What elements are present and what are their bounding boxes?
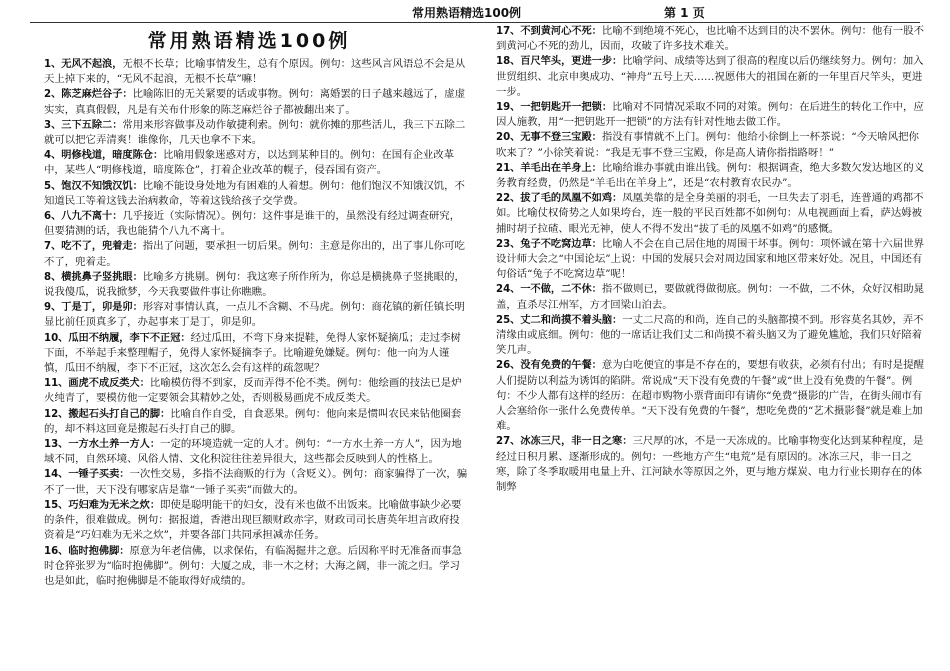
idiom-entry	[486, 313, 926, 359]
idiom-explanation: 常用来形容做事及动作敏捷利索。例句：就你摊的那些活儿，我三下五除二就可以把它弄清爽！谁像你，几天也拿不下来。	[44, 118, 466, 147]
idiom-explanation: 几乎接近（实际情况）。例句：这件事是谁干的，虽然没有经过调查研究，但要猜测的话，我也能猜个八九不离十。	[44, 210, 461, 238]
idiom-entry	[486, 54, 926, 100]
idiom-entry	[30, 209, 468, 239]
idiom-entry	[486, 282, 926, 312]
idiom-explanation: 比喻陈旧的无关紧要的话或事物。例句：离婚罢的日子越来越远了，虚虚实实，真真假假，凡是有关布什形象的陈芝麻烂谷子都被翻出来了。	[44, 88, 466, 116]
idiom-heading: 6、八九不离十：	[44, 211, 123, 223]
document-title: 常用熟语精选100例	[412, 6, 522, 20]
idiom-explanation: 比喻不能设身处地为有困难的人着想。例句：他们饱汉不知饿汉饥，不知道民工等着这钱去治病救命，等着这钱给孩子交学费。	[44, 179, 465, 207]
idiom-explanation: 比喻学问、成绩等达到了很高的程度以后仍继续努力。例句：加入世贸组织、北京申奥成功、“神舟”五号上天……祝愿伟大的祖国在新的一年里百尺竿头，更进一步。	[496, 55, 924, 98]
page-header	[0, 2, 950, 22]
idiom-entry	[30, 239, 468, 269]
idiom-entry	[30, 57, 468, 87]
idiom-heading: 16、临时抱佛脚：	[44, 545, 130, 557]
idiom-explanation: 比喻对不同情况采取不同的对策。例句：在后进生的转化工作中，应因人施教，用“一把钥匙开一把锁”的方法有针对性地去做工作。	[496, 101, 924, 129]
idiom-explanation: 经过瓜田，不弯下身来提鞋，免得人家怀疑摘瓜；走过李树下面，不举起手来整理帽子，免得人家怀疑摘李子。比喻避免嫌疑。例句：他一向为人谨慎，瓜田不纳履，李下不正冠，这次怎么会有这样的疏忽呢？	[44, 331, 461, 375]
idiom-explanation: 凤凰美靠的是全身美丽的羽毛，一旦失去了羽毛，连普通的鸡都不如。比喻仗权倚势之人如果垮台，连一般的平民百姓都不如例句：从电视画面上看，萨达姆被捕时胡子拉碴、眼光无神，使人不得不发出“拔了毛的凤凰不如鸡”的感慨。	[496, 192, 924, 235]
idiom-explanation: 形容对事情认真，一点儿不含糊、不马虎。例句：商花镇的新任镇长明显比前任顶真多了，办起事来丁是丁，卯是卯。	[44, 301, 465, 329]
idiom-explanation: 指出了问题，要承担一切后果。例句：主意是你出的，出了事儿你可吃不了，兜着走。	[44, 240, 465, 268]
idiom-heading: 23、兔子不吃窝边草：	[496, 238, 602, 250]
idiom-entry	[486, 358, 926, 434]
idiom-explanation: 即使是聪明能干的妇女，没有米也做不出饭来。比喻做事缺少必要的条件，很难做成。例句：据报道，香港出现巨额财政赤字，财政司司长唐英年坦言政府投资着是“巧妇难为无米之炊”，并要各部门共同承担减赤任务。	[44, 498, 462, 542]
idiom-heading: 19、一把钥匙开一把锁：	[496, 102, 613, 114]
header-rule	[30, 22, 920, 23]
idiom-explanation: 原意为年老信佛，以求保佑，有临渴掘井之意。后因称平时无准备而事急时仓猝张罗为“临时抱佛脚”。例句：大厦之成，非一木之材；大海之阔，非一流之归。学习也是如此，临时抱佛脚是不能取得好成绩的。	[44, 544, 462, 587]
idiom-explanation: 指没有事情就不上门。例句：他给小徐倒上一杯茶说：“今天啥风把你吹来了？”小徐笑着说：“我是无事不登三宝殿，你是高人请你指指路呀！”	[496, 131, 919, 159]
idiom-explanation: 比喻模仿得不到家，反而弄得不伦不类。例句：他绘画的技法已是炉火纯青了，要模仿他一定要领会其精妙之处，否则极易画虎不成反类犬。	[44, 377, 462, 405]
idiom-explanation: 三尺厚的冰，不是一天冻成的。比喻事物变化达到某种程度，是经过日积月累、逐渐形成的。例句：一些地方产生“电荒”是有原因的。冰冻三尺，非一日之寒，除了冬季取暖用电量上升、江河缺水等原因之外，更与地方煤炭、电力行业长期存在的体制弊	[496, 435, 924, 494]
idiom-heading: 2、陈芝麻烂谷子：	[44, 89, 133, 101]
idiom-explanation: 比喻给谁办事就由谁出钱。例句：根据调查，绝大多数欠发达地区的义务教育经费，仍然是“羊毛出在羊身上”，还是“农村教育农民办”。	[496, 161, 924, 190]
idiom-explanation: 一次性交易，多指不法商贩的行为（含贬义）。例句：商家骗得了一次，骗不了一世，天下没有哪家店是靠“一锤子买卖”而做大的。	[44, 468, 468, 496]
idiom-heading: 15、巧妇难为无米之炊：	[44, 499, 161, 511]
idiom-heading: 3、三下五除二：	[44, 119, 123, 131]
idiom-explanation: 无根不长草；比喻事情发生，总有个原因。例句：这些风言风语总不会是从天上掉下来的，“无风不起浪，无根不长草”嘛！	[44, 58, 466, 86]
idiom-heading: 26、没有免费的午餐：	[496, 360, 602, 372]
idiom-heading: 17、不到黄河心不死：	[496, 26, 602, 37]
idiom-heading: 21、羊毛出在羊身上：	[496, 162, 602, 174]
idiom-heading: 20、无事不登三宝殿：	[496, 132, 602, 144]
idiom-heading: 27、冰冻三尺，非一日之寒：	[496, 436, 633, 448]
idiom-heading: 18、百尺竿头，更进一步：	[496, 56, 623, 68]
idiom-entry	[30, 179, 468, 209]
idiom-entry	[30, 544, 468, 590]
main-title: 常用熟语精选100例	[147, 30, 351, 52]
idiom-entry	[486, 24, 926, 54]
idiom-heading: 9、丁是丁，卯是卯：	[44, 302, 143, 314]
idiom-explanation: 一定的环境造就一定的人才。例句：“一方水土养一方人”，因为地域不同，自然环境、风俗人情、文化积淀往往差异很大，这些都会反映到人的性格上。	[44, 438, 462, 466]
idiom-heading: 13、一方水土养一方人：	[44, 439, 161, 451]
idiom-explanation: 意为白吃便宜的事是不存在的，要想有收获，必须有付出；有时是提醒人们提防以利益为诱饵的陷阱。常说成“天下没有免费的午餐”或“世上没有免费的午餐”。例句：不少人都有这样的经历：在超市购物小票背面印有请你“免费”摄影的广告，在街头闹市有人会塞给你一张什么免费传单。“天下没有免费的午餐”，想吃免费的“艺术摄影餐”就是难上加难。	[496, 359, 924, 433]
left-column	[30, 24, 468, 668]
idiom-entry	[486, 191, 926, 237]
idiom-entry	[486, 100, 926, 130]
idiom-heading: 5、饱汉不知饿汉饥：	[44, 180, 143, 192]
idiom-entry	[486, 237, 926, 283]
page-number: 第 1 页	[664, 6, 705, 20]
idiom-heading: 11、画虎不成反类犬：	[44, 378, 150, 390]
idiom-explanation: 比喻不到绝境不死心，也比喻不达到目的决不罢休。例句：他有一股不到黄河心不死的劲儿，因而，攻破了许多技术难关。	[496, 25, 924, 53]
idiom-explanation: 一丈二尺高的和尚，连自己的头脑都摸不到。形容莫名其妙，弄不清缘由或底细。例句：他的一席话让我们丈二和尚摸不着头脑又为了避免尴尬，我们只好陪着笑几声。	[496, 313, 924, 357]
idiom-entry	[30, 467, 468, 497]
idiom-entry	[30, 270, 468, 300]
entry-list-right	[486, 24, 926, 495]
idiom-heading: 14、一锤子买卖：	[44, 469, 130, 481]
idiom-heading: 4、明修栈道，暗度陈仓：	[44, 150, 164, 162]
entry-list-left	[30, 57, 468, 589]
idiom-heading: 24、一不做，二不休：	[496, 284, 602, 296]
idiom-heading: 1、无风不起浪，	[44, 59, 123, 70]
idiom-heading: 25、丈二和尚摸不着头脑：	[496, 314, 623, 326]
idiom-heading: 10、瓜田不纳履，李下不正冠：	[44, 332, 191, 344]
idiom-entry	[30, 407, 468, 437]
idiom-entry	[30, 300, 468, 330]
idiom-entry	[30, 376, 468, 406]
idiom-heading: 7、吃不了，兜着走：	[44, 241, 143, 253]
idiom-explanation: 指不做则已，要做就得做彻底。例句：一不做，二不休，众好汉相助晁盖，直杀尽江州军，方才回梁山泊去。	[496, 283, 924, 311]
idiom-entry	[30, 498, 468, 544]
idiom-explanation: 比喻人不会在自己居住地的周围干坏事。例句：项怀诚在第十六届世界设计师大会之“中国论坛”上说：中国的发展只会对周边国家和地区带来好处。况且，中国还有句俗话“兔子不吃窝边草”呢！	[496, 237, 924, 281]
idiom-entry	[30, 331, 468, 377]
idiom-entry	[30, 87, 468, 117]
idiom-explanation: 比喻自作自受，自食恶果。例句：他向来是惯叫农民来钻他圈套的，却不料这回竟是搬起石头打自己的脚。	[44, 407, 462, 435]
idiom-heading: 12、搬起石头打自己的脚：	[44, 408, 171, 420]
idiom-entry	[30, 118, 468, 148]
idiom-explanation: 比喻多方挑剔。例句：我这寒子所作所为，你总是横挑鼻子竖挑眼的，说我傻瓜，说我掀梦，今天我要做件事让你瞧瞧。	[44, 270, 465, 299]
idiom-explanation: 比喻用假象迷惑对方，以达到某种目的。例句：在国有企业改革中，某些人“明修栈道，暗度陈仓”，打着企业改革的幌子，侵吞国有资产。	[44, 149, 455, 177]
idiom-entry	[486, 434, 926, 495]
idiom-entry	[30, 148, 468, 178]
right-column	[486, 24, 926, 668]
idiom-entry	[486, 161, 926, 191]
idiom-entry	[30, 437, 468, 467]
idiom-entry	[486, 130, 926, 160]
idiom-heading: 22、拔了毛的凤凰不如鸡：	[496, 193, 623, 205]
idiom-heading: 8、横挑鼻子竖挑眼：	[44, 271, 143, 283]
